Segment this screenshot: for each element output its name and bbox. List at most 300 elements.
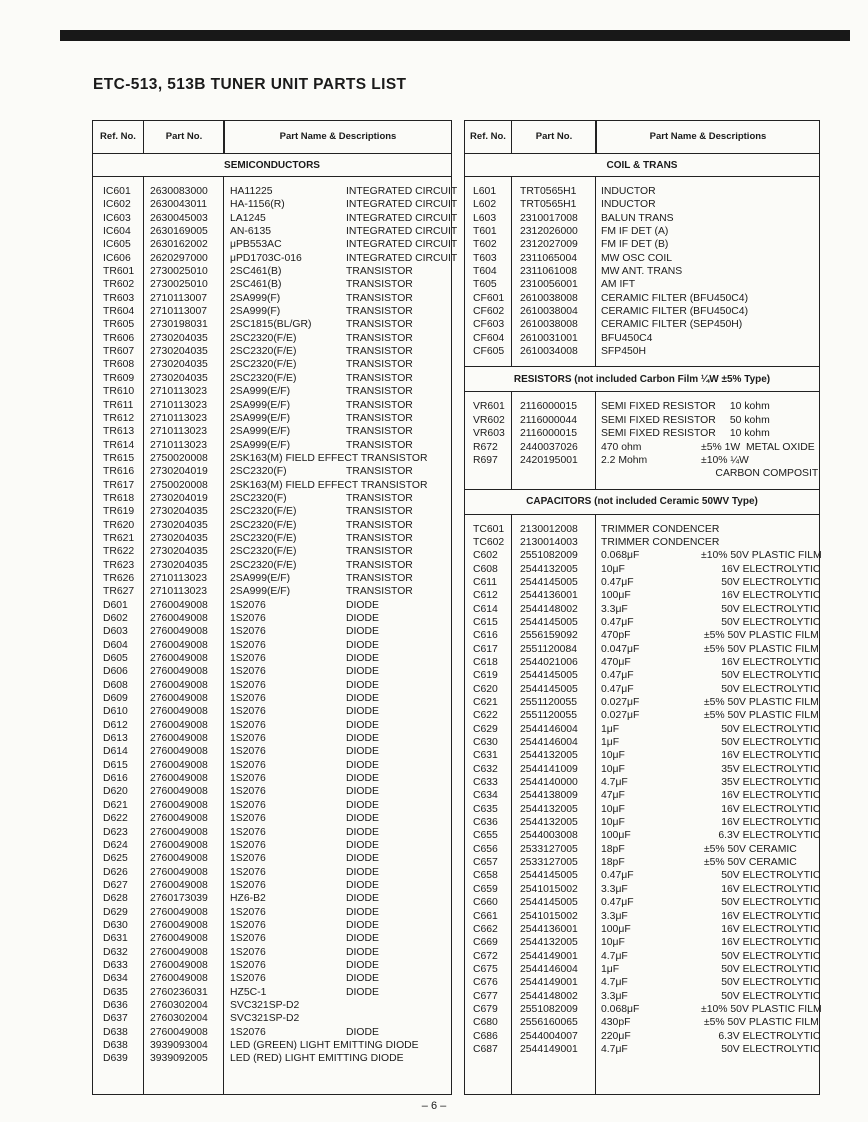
- part-name: 1S2076: [230, 853, 266, 865]
- ref-no: D624: [103, 839, 128, 851]
- part-name: 1S2076: [230, 719, 266, 731]
- ref-no: D602: [103, 613, 128, 624]
- table-row: [93, 545, 451, 558]
- table-row: [93, 185, 458, 198]
- part-name: INDUCTOR: [601, 186, 656, 197]
- ref-no: TR611: [103, 399, 134, 411]
- table-row: [93, 212, 458, 225]
- part-no: 2544146004: [520, 963, 578, 975]
- part-no: 2760049008: [150, 933, 208, 945]
- part-no: 2760049008: [150, 813, 208, 825]
- part-desc: DIODE: [346, 719, 379, 731]
- part-no: 2760049008: [150, 666, 208, 678]
- table-row: [465, 990, 819, 1003]
- ref-no: CF604: [473, 332, 505, 344]
- part-desc: DIODE: [346, 693, 379, 705]
- part-desc: DIODE: [346, 666, 379, 678]
- part-no: 2630045003: [150, 212, 208, 224]
- part-no: 2556159092: [520, 630, 578, 642]
- part-name: 1S2076: [230, 679, 266, 691]
- part-name: 100μF: [601, 830, 631, 842]
- part-spec: ±10% 50V PLASTIC FILM: [701, 1003, 822, 1015]
- table-row: [465, 563, 819, 576]
- part-no: 2310056001: [520, 279, 578, 291]
- part-desc: DIODE: [346, 759, 379, 771]
- part-no: 2730025010: [150, 279, 208, 291]
- part-no: 2630162002: [150, 239, 208, 251]
- part-desc: TRANSISTOR: [346, 399, 413, 411]
- part-name: 4.7μF: [601, 777, 628, 789]
- ref-no: D603: [103, 626, 128, 638]
- part-spec: 50V ELECTROLYTIC: [701, 870, 821, 882]
- part-name: 1S2076: [230, 826, 266, 838]
- part-no: 2311065004: [520, 252, 578, 264]
- part-desc: DIODE: [346, 853, 379, 865]
- ref-no: D613: [103, 733, 128, 745]
- table-row: [465, 332, 819, 345]
- ref-no: TR615: [103, 452, 135, 464]
- table-row: [465, 736, 819, 749]
- table-row: [93, 785, 451, 798]
- part-desc: DIODE: [346, 959, 379, 971]
- table-row: [93, 238, 458, 251]
- table-row: [93, 372, 451, 385]
- ref-no: D604: [103, 639, 128, 651]
- part-desc: DIODE: [346, 599, 379, 611]
- part-name: 1S2076: [230, 839, 266, 851]
- part-name: HA11225: [230, 186, 273, 197]
- ref-no: IC603: [103, 212, 131, 224]
- part-no: 2533127005: [520, 857, 578, 869]
- part-desc: DIODE: [346, 746, 379, 758]
- table-row: [465, 856, 819, 869]
- ref-no: D626: [103, 866, 128, 878]
- part-name: 2SC2320(F/E): [230, 506, 297, 518]
- part-desc: DIODE: [346, 933, 379, 945]
- part-desc: DIODE: [346, 799, 379, 811]
- part-no: 2610038004: [520, 306, 578, 318]
- header-desc: Part Name & Descriptions: [596, 121, 819, 153]
- part-no: 2760049008: [150, 759, 208, 771]
- table-row: [465, 305, 819, 318]
- part-name: 2SC2320(F/E): [230, 559, 297, 571]
- part-name: MW OSC COIL: [601, 252, 673, 264]
- ref-no: TR622: [103, 546, 135, 558]
- part-no: 2710113023: [150, 439, 208, 451]
- ref-no: C679: [473, 1003, 498, 1015]
- part-spec: 16V ELECTROLYTIC: [701, 656, 821, 668]
- part-name: 0.47μF: [601, 670, 634, 682]
- part-no: 2730204035: [150, 546, 208, 558]
- part-name: 2SA999(E/F): [230, 399, 291, 411]
- part-spec: 16V ELECTROLYTIC: [701, 910, 821, 922]
- table-row: [93, 452, 451, 465]
- ref-no: IC605: [103, 239, 131, 251]
- part-no: 2710113023: [150, 426, 208, 438]
- header-part: Part No.: [511, 121, 596, 153]
- ref-no: TR617: [103, 479, 135, 491]
- part-no: TRT0565H1: [520, 186, 577, 197]
- ref-no: D616: [103, 773, 128, 785]
- part-name: 2SA999(F): [230, 292, 281, 304]
- ref-no: C622: [473, 710, 498, 722]
- part-no: 2541015002: [520, 910, 578, 922]
- ref-no: T604: [473, 266, 497, 278]
- part-spec: ±5% 50V CERAMIC: [701, 843, 797, 855]
- table-row: [93, 225, 458, 238]
- table-row: [93, 972, 451, 985]
- table-row: [465, 803, 819, 816]
- part-name: 2SA999(E/F): [230, 439, 291, 451]
- part-name: SEMI FIXED RESISTOR: [601, 428, 716, 440]
- semiconductors-table: [92, 120, 458, 1095]
- table-row: [465, 603, 819, 616]
- part-name: 1μF: [601, 963, 620, 975]
- ref-no: VR601: [473, 401, 505, 413]
- part-name: 0.47μF: [601, 897, 634, 909]
- part-name: 1S2076: [230, 1026, 266, 1038]
- ref-no: D621: [103, 799, 128, 811]
- table-row: [93, 198, 458, 211]
- table-row: [465, 1016, 819, 1029]
- part-name: 10μF: [601, 763, 625, 775]
- part-no: 2556160065: [520, 1017, 578, 1029]
- ref-no: TR608: [103, 359, 135, 371]
- header-ref: Ref. No.: [100, 130, 136, 142]
- table-row: [465, 225, 819, 238]
- ref-no: D631: [103, 933, 128, 945]
- table-row: [93, 278, 451, 291]
- ref-no: TR620: [103, 519, 135, 531]
- part-name: 1S2076: [230, 773, 266, 785]
- ref-no: C629: [473, 723, 498, 735]
- table-row: [465, 265, 819, 278]
- table-row: [465, 910, 819, 923]
- table-row: [465, 629, 819, 642]
- part-name: 4.7μF: [601, 977, 628, 989]
- table-row: [93, 412, 451, 425]
- part-no: 2760049008: [150, 866, 208, 878]
- part-no: 2544145005: [520, 576, 578, 588]
- part-desc: TRANSISTOR: [346, 266, 413, 278]
- part-name: 1μF: [601, 737, 620, 749]
- ref-no: D632: [103, 946, 128, 958]
- part-desc: TRANSISTOR: [346, 466, 413, 478]
- table-row: [465, 400, 819, 413]
- part-no: 2760049008: [150, 773, 208, 785]
- part-spec: ±5% 50V PLASTIC FILM: [701, 1017, 819, 1029]
- part-name: 1S2076: [230, 933, 266, 945]
- part-desc: DIODE: [346, 786, 379, 798]
- part-no: 2630083000: [150, 186, 208, 197]
- part-name: SEMI FIXED RESISTOR: [601, 401, 716, 413]
- part-no: 2730204019: [150, 466, 208, 478]
- part-name: 0.047μF: [601, 643, 640, 655]
- part-name: 0.47μF: [601, 576, 634, 588]
- table-row: [465, 976, 819, 989]
- part-no: 2610031001: [520, 332, 578, 344]
- part-spec: 50 kohm: [701, 414, 770, 426]
- part-name: 2SA999(E/F): [230, 572, 291, 584]
- part-desc: DIODE: [346, 866, 379, 878]
- table-row: [465, 212, 819, 225]
- part-name: HA-1156(R): [230, 199, 285, 211]
- part-desc: TRANSISTOR: [346, 359, 413, 371]
- part-spec: 50V ELECTROLYTIC: [701, 616, 821, 628]
- part-name: 1S2076: [230, 626, 266, 638]
- table-row: [93, 345, 451, 358]
- part-no: 2130014003: [520, 536, 578, 548]
- ref-no: C686: [473, 1030, 498, 1042]
- part-no: 2760049008: [150, 973, 208, 985]
- part-no: 2760049008: [150, 639, 208, 651]
- part-desc: DIODE: [346, 706, 379, 718]
- part-no: 2760049008: [150, 679, 208, 691]
- table-row: [93, 292, 451, 305]
- ref-no: C611: [473, 576, 498, 588]
- part-spec: 6.3V ELECTROLYTIC: [701, 1030, 821, 1042]
- ref-no: TR607: [103, 346, 135, 358]
- part-name: HZ5C-1: [230, 986, 267, 998]
- part-spec: 16V ELECTROLYTIC: [701, 590, 821, 602]
- table-row: [465, 441, 819, 454]
- part-name: 1S2076: [230, 639, 266, 651]
- part-name: 1S2076: [230, 866, 266, 878]
- section-title: SEMICONDUCTORS: [93, 154, 451, 177]
- table-row: [93, 505, 451, 518]
- table-row: [465, 278, 819, 291]
- ref-no: D623: [103, 826, 128, 838]
- part-name: CERAMIC FILTER (BFU450C4): [601, 306, 749, 318]
- part-name: 2SK163(M) FIELD EFFECT TRANSISTOR: [230, 452, 428, 464]
- ref-no: C630: [473, 737, 498, 749]
- part-spec: ±5% 50V PLASTIC FILM: [701, 697, 819, 708]
- part-spec: 50V ELECTROLYTIC: [701, 603, 821, 615]
- part-no: 2760049008: [150, 746, 208, 758]
- part-name: 1S2076: [230, 599, 266, 611]
- part-no: 2610034008: [520, 346, 578, 358]
- ref-no: TR618: [103, 492, 135, 504]
- ref-no: D614: [103, 746, 128, 758]
- ref-no: C658: [473, 870, 498, 882]
- part-no: 2544149001: [520, 950, 578, 962]
- part-no: 2750020008: [150, 479, 208, 491]
- part-name: 100μF: [601, 923, 631, 935]
- part-desc: DIODE: [346, 986, 379, 998]
- table-row: [93, 265, 451, 278]
- ref-no: C675: [473, 963, 498, 975]
- part-name: 2SA999(E/F): [230, 412, 291, 424]
- part-no: 2533127005: [520, 843, 578, 855]
- part-name: 1S2076: [230, 973, 266, 985]
- part-name: 1S2076: [230, 799, 266, 811]
- ref-no: TR610: [103, 386, 135, 398]
- table-row: [465, 643, 819, 656]
- part-name: 2SC2320(F/E): [230, 332, 297, 344]
- ref-no: TR601: [103, 266, 135, 278]
- part-no: 2710113023: [150, 572, 208, 584]
- part-desc: DIODE: [346, 813, 379, 825]
- table-row: [93, 639, 451, 652]
- table-row: [465, 345, 819, 358]
- part-name: 3.3μF: [601, 990, 628, 1002]
- header-desc: Part Name & Descriptions: [224, 121, 451, 153]
- ref-no: IC602: [103, 199, 131, 211]
- table-row: [93, 399, 451, 412]
- table-row: [93, 599, 451, 612]
- part-name: 1S2076: [230, 653, 266, 665]
- part-name: FM IF DET (B): [601, 239, 669, 251]
- part-name: 1S2076: [230, 879, 266, 891]
- part-name: 1S2076: [230, 706, 266, 718]
- part-spec: 16V ELECTROLYTIC: [701, 803, 821, 815]
- ref-no: D609: [103, 693, 128, 705]
- ref-no: C615: [473, 616, 498, 628]
- part-name: 1S2076: [230, 813, 266, 825]
- part-name: 2SA999(F): [230, 306, 281, 318]
- table-row: [93, 772, 451, 785]
- header-ref: Ref. No.: [470, 130, 506, 142]
- ref-no: D620: [103, 786, 128, 798]
- part-desc: DIODE: [346, 906, 379, 918]
- part-name: CERAMIC FILTER (SEP450H): [601, 319, 743, 331]
- part-name: 4.7μF: [601, 950, 628, 962]
- part-spec: 16V ELECTROLYTIC: [701, 750, 821, 762]
- part-desc: TRANSISTOR: [346, 319, 413, 331]
- ref-no: D628: [103, 893, 128, 905]
- table-row: [465, 1043, 819, 1056]
- ref-no: C634: [473, 790, 498, 802]
- part-no: 2544145005: [520, 683, 578, 695]
- part-no: 2541015002: [520, 883, 578, 895]
- table-row: [93, 906, 451, 919]
- ref-no: IC606: [103, 252, 131, 264]
- part-spec: ±5% 50V PLASTIC FILM: [701, 710, 819, 722]
- table-row: [93, 492, 451, 505]
- part-spec: 16V ELECTROLYTIC: [701, 790, 821, 802]
- part-no: 2760049008: [150, 946, 208, 958]
- part-name: 2SC1815(BL/GR): [230, 319, 312, 331]
- part-desc: INTEGRATED CIRCUIT: [346, 252, 458, 264]
- table-row: [465, 589, 819, 602]
- table-row: [93, 799, 451, 812]
- part-spec: 50V ELECTROLYTIC: [701, 723, 821, 735]
- part-no: 2760049008: [150, 626, 208, 638]
- ref-no: C616: [473, 630, 498, 642]
- ref-no: C617: [473, 643, 498, 655]
- page-number: – 6 –: [421, 1100, 447, 1112]
- part-spec: 35V ELECTROLYTIC: [701, 763, 821, 775]
- part-spec: 16V ELECTROLYTIC: [701, 937, 821, 949]
- table-row: [465, 869, 819, 882]
- part-desc: DIODE: [346, 773, 379, 785]
- part-no: 2760049008: [150, 906, 208, 918]
- part-no: 2760173039: [150, 893, 208, 905]
- ref-no: L602: [473, 199, 497, 211]
- part-desc: TRANSISTOR: [346, 439, 413, 451]
- part-desc: DIODE: [346, 733, 379, 745]
- table-row: [465, 723, 819, 736]
- ref-no: D610: [103, 706, 128, 718]
- table-row: [465, 616, 819, 629]
- part-name: 3.3μF: [601, 910, 628, 922]
- part-desc: TRANSISTOR: [346, 572, 413, 584]
- table-row: [93, 986, 451, 999]
- ref-no: D630: [103, 919, 128, 931]
- part-name: 470μF: [601, 656, 631, 668]
- part-no: 2730204035: [150, 359, 208, 371]
- part-no: 2760049008: [150, 853, 208, 865]
- part-no: 2544145005: [520, 870, 578, 882]
- table-row: [465, 454, 819, 467]
- part-no: 2420195001: [520, 454, 578, 466]
- part-no: 2760049008: [150, 799, 208, 811]
- part-name: CERAMIC FILTER (BFU450C4): [601, 292, 749, 304]
- part-name: 1S2076: [230, 759, 266, 771]
- part-no: 2544149001: [520, 1043, 578, 1055]
- part-no: 2760302004: [150, 1013, 208, 1025]
- part-no: 2544145005: [520, 897, 578, 909]
- part-name: SFP450H: [601, 346, 647, 358]
- part-name: 18pF: [601, 857, 625, 869]
- part-no: 2750020008: [150, 452, 208, 464]
- part-desc: TRANSISTOR: [346, 292, 413, 304]
- table-row: [465, 185, 819, 198]
- part-no: 2730204035: [150, 519, 208, 531]
- part-no: 2730204035: [150, 332, 208, 344]
- part-no: 2551120084: [520, 643, 578, 655]
- ref-no: TR603: [103, 292, 135, 304]
- part-no: 2760049008: [150, 706, 208, 718]
- part-name: 2SC2320(F/E): [230, 372, 297, 384]
- table-row: [465, 923, 819, 936]
- table-row: [93, 759, 451, 772]
- table-row: [93, 252, 458, 265]
- part-name: 2.2 Mohm: [601, 454, 648, 466]
- ref-no: CF601: [473, 292, 505, 304]
- part-no: 2544132005: [520, 750, 578, 762]
- part-no: 2610038008: [520, 319, 578, 331]
- part-name: 3.3μF: [601, 883, 628, 895]
- part-no: 2630043011: [150, 199, 208, 211]
- part-desc: DIODE: [346, 879, 379, 891]
- part-spec: 16V ELECTROLYTIC: [701, 563, 821, 575]
- table-row: [465, 536, 819, 549]
- part-no: 2760049008: [150, 733, 208, 745]
- ref-no: TC602: [473, 536, 505, 548]
- part-name: 1S2076: [230, 786, 266, 798]
- table-row: [93, 866, 451, 879]
- part-spec: 50V ELECTROLYTIC: [701, 977, 821, 989]
- part-name: 100μF: [601, 590, 631, 602]
- table-row: [93, 652, 451, 665]
- part-spec: ±5% 50V PLASTIC FILM: [701, 643, 819, 655]
- part-no: 2760049008: [150, 599, 208, 611]
- part-name: HZ6-B2: [230, 893, 266, 905]
- table-row: [93, 932, 451, 945]
- part-name: 2SK163(M) FIELD EFFECT TRANSISTOR: [230, 479, 428, 491]
- section-title: RESISTORS (not included Carbon Film ¼W ±5% Type): [465, 366, 819, 392]
- table-row: [93, 679, 451, 692]
- part-no: 2730198031: [150, 319, 208, 331]
- part-name: 2SA999(E/F): [230, 586, 291, 598]
- part-no: 2730025010: [150, 266, 208, 278]
- ref-no: C677: [473, 990, 498, 1002]
- table-row: [93, 692, 451, 705]
- ref-no: D615: [103, 759, 128, 771]
- part-no: 2544145005: [520, 670, 578, 682]
- part-desc: TRANSISTOR: [346, 532, 413, 544]
